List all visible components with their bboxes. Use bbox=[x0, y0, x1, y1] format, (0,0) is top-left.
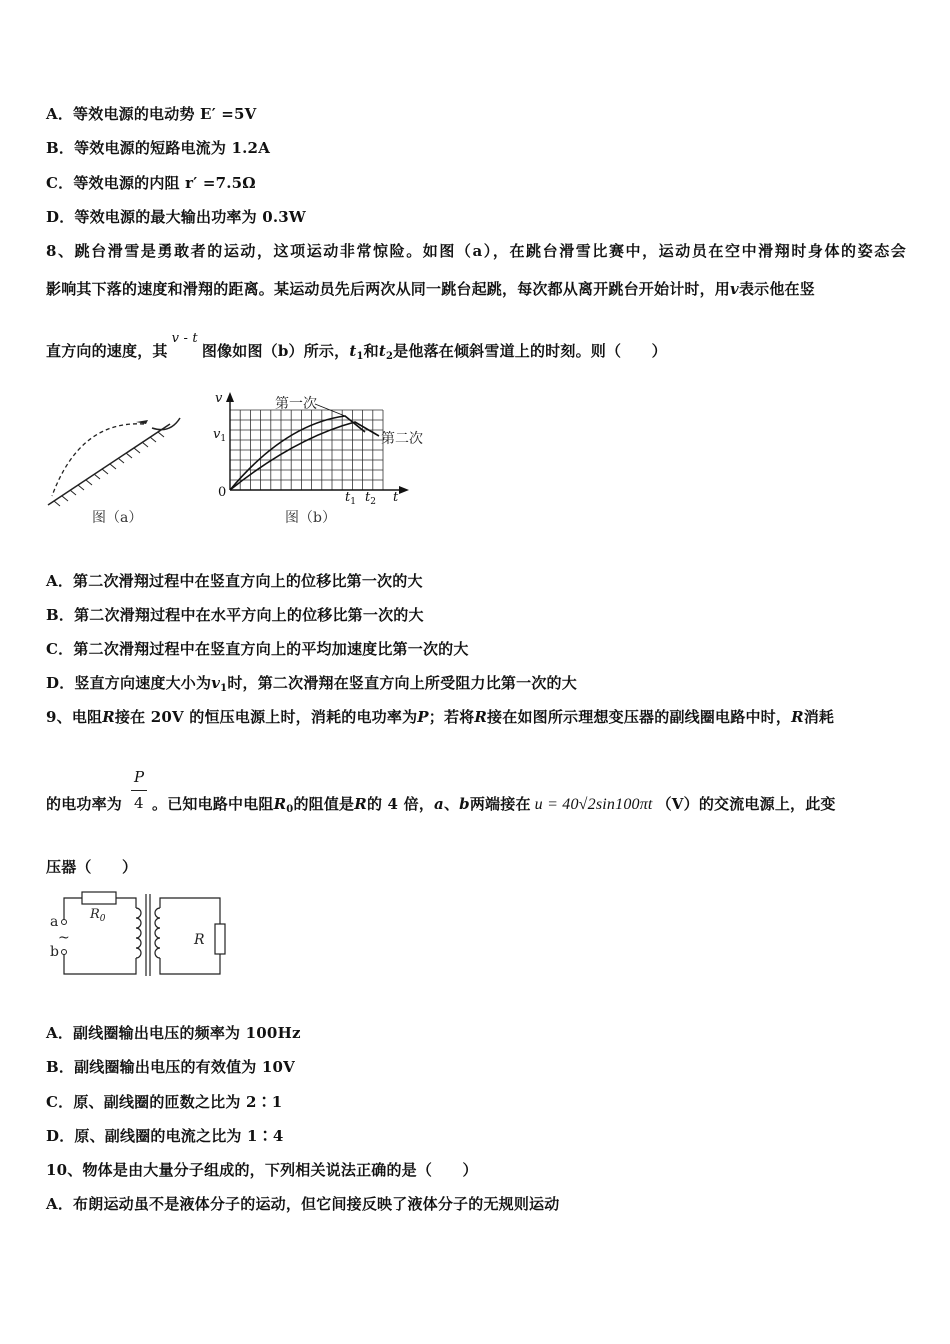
q7-option-d: D．等效电源的最大输出功率为 0.3W bbox=[46, 208, 306, 226]
q8-var-v: v bbox=[730, 280, 739, 298]
fig-b-caption: 图（b） bbox=[285, 510, 336, 526]
primary-coil bbox=[136, 908, 141, 958]
q9-text-5: 消耗 bbox=[803, 708, 835, 726]
slope-hatching bbox=[54, 432, 164, 506]
q9-option-c: C．原、副线圈的匝数之比为 2∶1 bbox=[46, 1093, 283, 1111]
v1-letter: v bbox=[213, 427, 221, 442]
q8-figure-b bbox=[205, 388, 450, 538]
q7-option-a: A．等效电源的电动势 E′ =5V bbox=[46, 105, 257, 123]
t2-letter: t bbox=[365, 490, 371, 505]
q9-var-b: b bbox=[459, 795, 470, 813]
terminal-b bbox=[62, 950, 67, 955]
q9-var-r-4: R bbox=[354, 795, 367, 813]
r0-letter: R bbox=[90, 907, 100, 922]
terminal-a bbox=[62, 920, 67, 925]
origin-label: 0 bbox=[218, 485, 227, 500]
label-a: a bbox=[50, 914, 59, 930]
q7-option-c: C．等效电源的内阻 r′ =7.5Ω bbox=[46, 174, 256, 192]
q8-stem-line3 bbox=[46, 331, 667, 362]
axis-v-label: v bbox=[215, 391, 223, 406]
q9-option-b: B．副线圈输出电压的有效值为 10V bbox=[46, 1058, 296, 1076]
q9-stem-line2-a: 的电功率为 bbox=[46, 795, 123, 813]
q9-var-r0: R bbox=[273, 795, 287, 813]
q10-stem: 10、物体是由大量分子组成的，下列相关说法正确的是（ ） bbox=[46, 1161, 478, 1179]
q8-option-d-tail: 时，第二次滑翔在竖直方向上所受阻力比第一次的大 bbox=[227, 674, 577, 692]
q9-text-10: （V）的交流电源上，此变 bbox=[656, 795, 836, 813]
q8-option-a: A．第二次滑翔过程中在竖直方向上的位移比第一次的大 bbox=[46, 572, 423, 590]
secondary-coil bbox=[155, 908, 160, 958]
slope-line bbox=[48, 424, 170, 505]
q8-option-b: B．第二次滑翔过程中在水平方向上的位移比第一次的大 bbox=[46, 606, 424, 624]
q9-frac-bar bbox=[131, 790, 147, 791]
q8-stem-line2-text: 影响其下落的速度和滑翔的距离。某运动员先后两次从同一跳台起跳，每次都从离开跳台开始计时，用 bbox=[46, 280, 731, 298]
q8-and: 和 bbox=[363, 342, 379, 360]
q8-option-d-text: D．竖直方向速度大小为 bbox=[46, 674, 212, 692]
r0-sub: 0 bbox=[99, 914, 106, 924]
label-b: b bbox=[50, 944, 59, 960]
q8-stem-line3-tail: 是他落在倾斜雪道上的时刻。则（ ） bbox=[393, 342, 667, 360]
q9-text-3: ；若将 bbox=[428, 708, 475, 726]
wire-bottom-left bbox=[64, 954, 136, 974]
q8-stem-line1: 8、跳台滑雪是勇敢者的运动，这项运动非常惊险。如图（a），在跳台滑雪比赛中，运动员在空中滑翔时身体的姿态会 bbox=[46, 242, 906, 260]
q9-stem-line2 bbox=[152, 793, 836, 815]
resistor-r0 bbox=[82, 892, 116, 904]
q9-stem-line3: 压器（ ） bbox=[46, 858, 138, 876]
q8-figure-a bbox=[40, 410, 190, 530]
q9-text-7: 的阻值是 bbox=[293, 795, 355, 813]
t2-sub: 2 bbox=[370, 497, 376, 507]
t1-letter: t bbox=[345, 490, 351, 505]
grid bbox=[230, 410, 383, 490]
t1-tick-label bbox=[345, 490, 356, 507]
q9-text-9: 两端接在 bbox=[469, 795, 531, 813]
resistor-r bbox=[215, 924, 225, 954]
q9-text-4: 接在如图所示理想变压器的副线圈电路中时， bbox=[487, 708, 792, 726]
t-axis-arrow bbox=[399, 486, 409, 494]
label-second: 第二次 bbox=[381, 431, 423, 447]
q9-stem-line1 bbox=[46, 706, 906, 727]
axis-t-label: t bbox=[393, 490, 399, 505]
q9-var-a: a bbox=[434, 795, 444, 813]
ac-source-icon: ~ bbox=[58, 930, 70, 946]
v1-label bbox=[213, 427, 226, 444]
q9-var-p: P bbox=[417, 708, 429, 726]
t2-tick-label bbox=[365, 490, 376, 507]
wire-secondary-bottom bbox=[160, 954, 220, 974]
label-r0 bbox=[89, 907, 106, 924]
t1-sub: 1 bbox=[350, 497, 356, 507]
q9-var-r-2: R bbox=[474, 708, 488, 726]
q8-stem-line2 bbox=[46, 278, 815, 299]
q9-frac-num: P bbox=[134, 768, 145, 786]
q10-option-a: A．布朗运动虽不是液体分子的运动，但它间接反映了液体分子的无规则运动 bbox=[46, 1195, 560, 1213]
flight-path bbox=[52, 424, 144, 496]
fig-a-caption: 图（a） bbox=[92, 510, 143, 526]
q9-frac-den: 4 bbox=[134, 794, 144, 812]
q9-text-6: 。已知电路中电阻 bbox=[152, 795, 274, 813]
q9-circuit-diagram bbox=[44, 884, 234, 984]
q8-option-d-sub: 1 bbox=[220, 683, 228, 694]
q8-t2-sub: 2 bbox=[386, 351, 394, 362]
v1-sub: 1 bbox=[220, 434, 227, 444]
q8-stem-line3-text: 直方向的速度，其 bbox=[46, 342, 168, 360]
v-axis-arrow bbox=[226, 392, 234, 402]
q9-text-8: 的 4 倍， bbox=[366, 795, 435, 813]
q9-var-r-3: R bbox=[791, 708, 804, 726]
q8-t1-sub: 1 bbox=[356, 351, 364, 362]
q8-vt-label: v - t bbox=[171, 331, 198, 346]
q9-text-1: 9、电阻 bbox=[46, 708, 103, 726]
label-r: R bbox=[194, 932, 205, 948]
q8-option-d-var: v bbox=[211, 674, 221, 692]
q9-text-2: 接在 20V 的恒压电源上时，消耗的电功率为 bbox=[114, 708, 418, 726]
q9-option-a: A．副线圈输出电压的频率为 100Hz bbox=[46, 1024, 301, 1042]
q9-option-d: D．原、副线圈的电流之比为 1∶4 bbox=[46, 1127, 284, 1145]
q9-var-r0-sub: 0 bbox=[286, 804, 294, 815]
wire-top-left bbox=[64, 898, 82, 920]
q8-t1: t bbox=[349, 342, 357, 360]
q8-option-d bbox=[46, 672, 577, 694]
q8-stem-line3-mid: 图像如图（b）所示， bbox=[201, 342, 350, 360]
wire-secondary bbox=[160, 898, 220, 924]
q9-sep: 、 bbox=[443, 795, 460, 813]
wire-top-mid bbox=[116, 898, 136, 908]
q8-stem-line2-tail: 表示他在竖 bbox=[738, 280, 815, 298]
q7-option-b: B．等效电源的短路电流为 1.2A bbox=[46, 139, 271, 157]
q8-option-c: C．第二次滑翔过程中在竖直方向上的平均加速度比第一次的大 bbox=[46, 640, 469, 658]
q9-formula: u = 40√2sin100πt bbox=[534, 796, 653, 813]
ramp-curve bbox=[152, 418, 180, 430]
q8-t2: t bbox=[378, 342, 386, 360]
q9-var-r: R bbox=[102, 708, 115, 726]
label-first: 第一次 bbox=[275, 396, 317, 412]
